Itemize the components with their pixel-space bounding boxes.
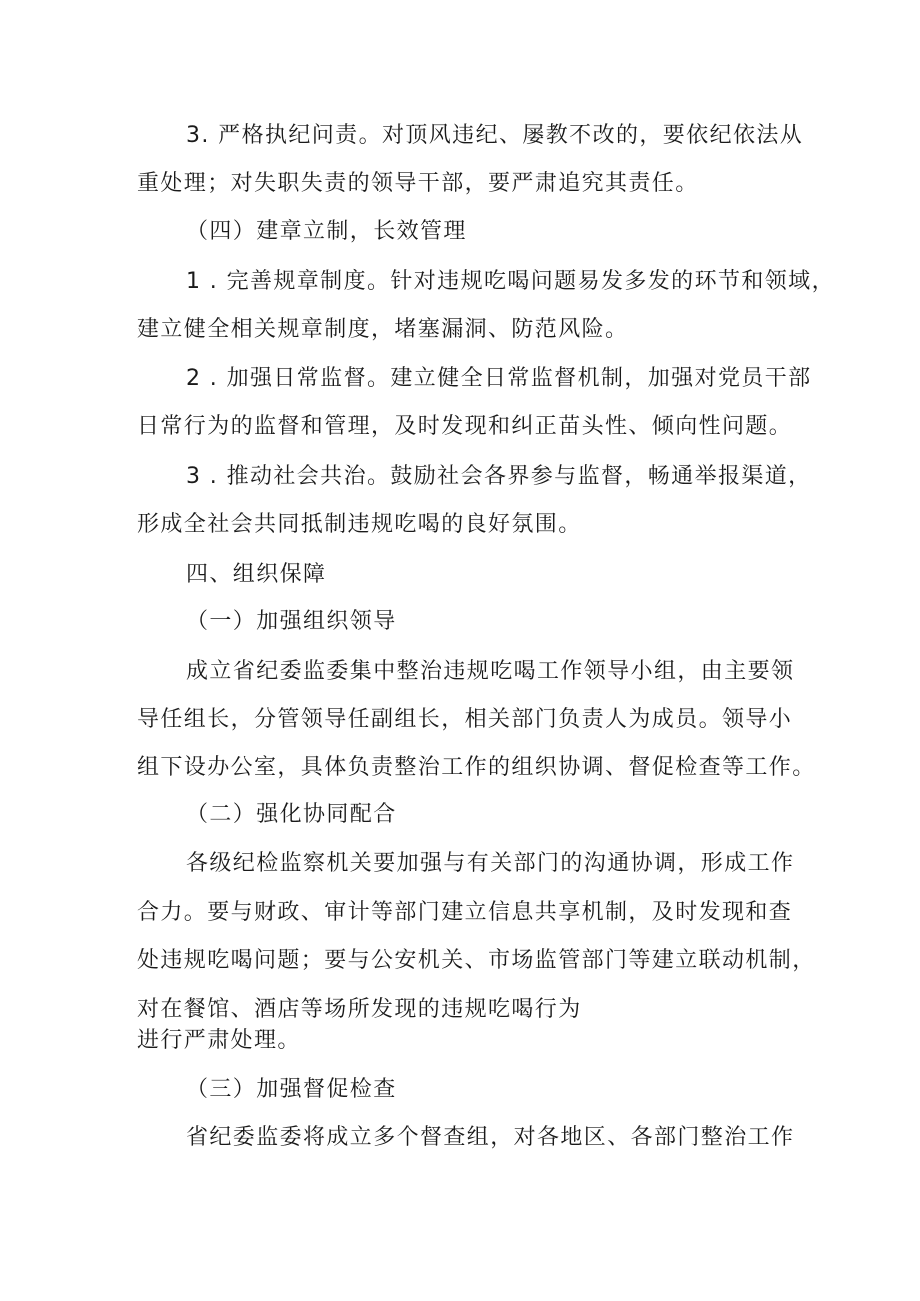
section-heading: （二）强化协同配合	[186, 802, 397, 827]
paragraph-line: 成立省纪委监委集中整治违规吃喝工作领导小组，由主要领	[186, 659, 795, 684]
paragraph-line: 重处理；对失职失责的领导干部，要严肃追究其责任。	[137, 171, 699, 196]
paragraph-line: 进行严肃处理。	[137, 1028, 301, 1053]
section-heading: （四）建章立制，长效管理	[186, 219, 467, 244]
paragraph-line: 对在餐馆、酒店等场所发现的违规吃喝行为	[137, 997, 582, 1022]
paragraph-line: 组下设办公室，具体负责整治工作的组织协调、督促检查等工作。	[137, 755, 816, 780]
paragraph-line: 合力。要与财政、审计等部门建立信息共享机制，及时发现和查	[137, 900, 793, 925]
chapter-heading: 四、组织保障	[186, 562, 327, 587]
paragraph-line: 处违规吃喝问题；要与公安机关、市场监管部门等建立联动机制，	[137, 948, 816, 973]
paragraph-line: 2 . 加强日常监督。建立健全日常监督机制，加强对党员干部	[186, 366, 812, 391]
paragraph-line: 形成全社会共同抵制违规吃喝的良好氛围。	[137, 512, 582, 537]
paragraph-line: 导任组长，分管领导任副组长，相关部门负责人为成员。领导小	[137, 707, 793, 732]
paragraph-line: 3 . 推动社会共治。鼓励社会各界参与监督，畅通举报渠道，	[186, 464, 812, 489]
paragraph-line: 1 . 完善规章制度。针对违规吃喝问题易发多发的环节和领域，	[186, 269, 835, 294]
paragraph-line: 各级纪检监察机关要加强与有关部门的沟通协调，形成工作	[186, 851, 795, 876]
section-heading: （三）加强督促检查	[186, 1077, 397, 1102]
paragraph-line: 日常行为的监督和管理，及时发现和纠正苗头性、倾向性问题。	[137, 414, 793, 439]
paragraph-line: 3. 严格执纪问责。对顶风违纪、屡教不改的，要依纪依法从	[186, 123, 804, 148]
paragraph-line: 省纪委监委将成立多个督查组，对各地区、各部门整治工作	[186, 1125, 795, 1150]
section-heading: （一）加强组织领导	[186, 609, 397, 634]
paragraph-line: 建立健全相关规章制度，堵塞漏洞、防范风险。	[137, 317, 629, 342]
